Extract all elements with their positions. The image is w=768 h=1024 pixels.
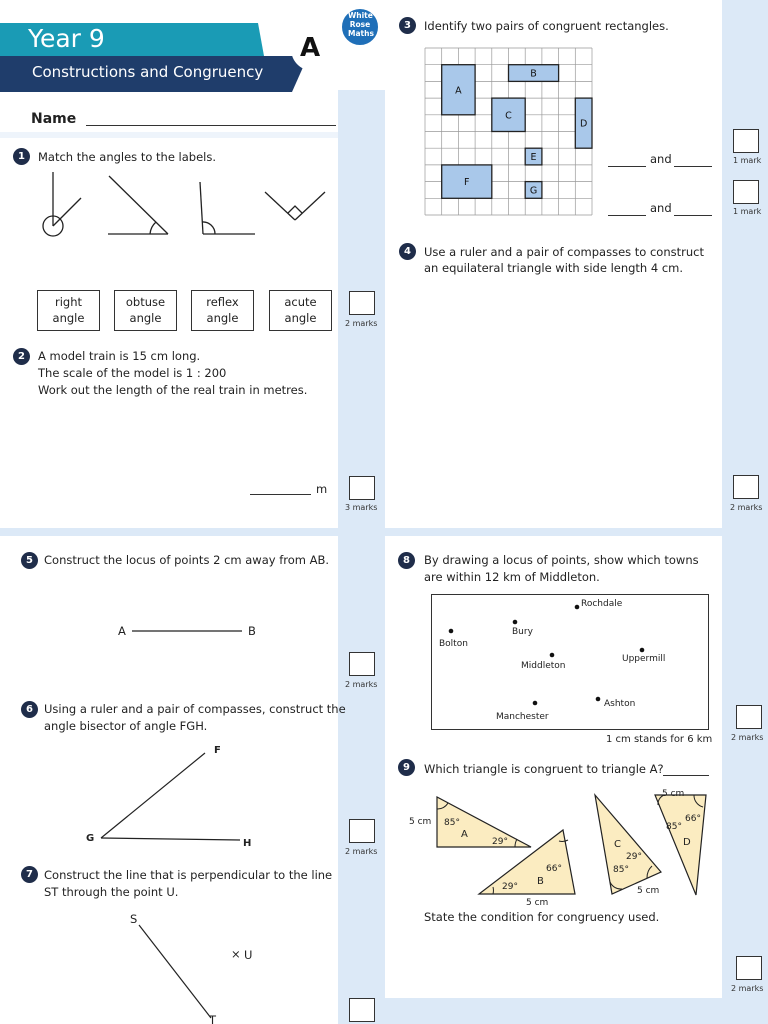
- q4-line-1: Use a ruler and a pair of compasses to construct: [424, 245, 704, 259]
- town-bolton: Bolton: [439, 639, 468, 649]
- label-box-reflex-angle[interactable]: reflex angle: [191, 290, 254, 331]
- rectangle-label-a: A: [455, 85, 462, 97]
- name-field[interactable]: [86, 125, 336, 126]
- q1-number: 1: [13, 148, 30, 165]
- right-margin-bar: [722, 0, 768, 1024]
- q7-point-u: U: [244, 948, 253, 962]
- q3-and-2: and: [650, 201, 672, 215]
- label-box-right-angle[interactable]: right angle: [37, 290, 100, 331]
- town-uppermill: Uppermill: [622, 654, 666, 664]
- q6-mark-box[interactable]: [349, 819, 375, 843]
- q3-number: 3: [399, 17, 416, 34]
- tri-label-a: A: [461, 829, 468, 840]
- q5-number: 5: [21, 552, 38, 569]
- q3-text: Identify two pairs of congruent rectangles.: [424, 19, 669, 33]
- mid-divider: [0, 528, 768, 536]
- q6-angle-fgh: [95, 745, 245, 845]
- q7-line-2: ST through the point U.: [44, 885, 179, 899]
- left-gap-band: [0, 132, 338, 138]
- q3-answer-2a[interactable]: [608, 215, 646, 216]
- q8-mark-box[interactable]: [736, 705, 762, 729]
- q4-line-2: an equilateral triangle with side length 4 cm.: [424, 261, 684, 275]
- q3-mark-box-2[interactable]: [733, 180, 759, 204]
- q6-point-h: H: [243, 838, 252, 849]
- q8-line-1: By drawing a locus of points, show which towns: [424, 553, 699, 567]
- q1-marks: 2 marks: [345, 319, 378, 328]
- rectangle-label-f: F: [464, 177, 470, 189]
- town-manchester: Manchester: [496, 712, 549, 722]
- q9-condition-text: State the condition for congruency used.: [424, 910, 660, 924]
- q9-triangles: [400, 785, 722, 910]
- q2-line-2: The scale of the model is 1 : 200: [38, 366, 227, 380]
- logo-line-2: Rose: [349, 20, 371, 29]
- q7-cross-u: ×: [231, 947, 241, 961]
- q8-scale: 1 cm stands for 6 km: [606, 734, 713, 745]
- q3-and-1: and: [650, 152, 672, 166]
- rectangle-label-d: D: [579, 118, 588, 130]
- q7-line-st: [135, 922, 215, 1022]
- q2-line-1: A model train is 15 cm long.: [38, 349, 201, 363]
- q3-marks-2: 1 mark: [733, 207, 762, 216]
- q5-point-b: B: [248, 624, 256, 638]
- logo-line-3: Maths: [348, 29, 374, 38]
- tri-d-angle-2: 66°: [685, 814, 701, 824]
- tri-a-side: 5 cm: [409, 817, 432, 827]
- q3-marks-1: 1 mark: [733, 156, 762, 165]
- q5-mark-box[interactable]: [349, 652, 375, 676]
- q7-point-s: S: [130, 912, 138, 926]
- tri-c-angle-1: 29°: [626, 852, 642, 862]
- tri-d-angle-1: 85°: [666, 822, 682, 832]
- q3-grid: [424, 47, 596, 217]
- q2-number: 2: [13, 348, 30, 365]
- q7-mark-box[interactable]: [349, 998, 375, 1022]
- tri-label-d: D: [683, 837, 691, 848]
- q2-marks: 3 marks: [345, 503, 378, 512]
- tri-c-side: 5 cm: [637, 886, 660, 896]
- q9-answer-line[interactable]: [663, 775, 709, 776]
- label-box-acute-angle[interactable]: acute angle: [269, 290, 332, 331]
- tri-b-angle-1: 66°: [546, 864, 562, 874]
- q4-mark-box[interactable]: [733, 475, 759, 499]
- topic-title: Constructions and Congruency: [32, 63, 264, 81]
- q9-number: 9: [398, 759, 415, 776]
- rectangle-label-c: C: [505, 110, 512, 122]
- q6-point-f: F: [214, 745, 221, 756]
- q8-town-dots: [431, 594, 709, 730]
- q7-line-1: Construct the line that is perpendicular to the line: [44, 868, 333, 882]
- q7-number: 7: [21, 866, 38, 883]
- q9-mark-box[interactable]: [736, 956, 762, 980]
- logo-line-1: White: [348, 11, 373, 20]
- version-letter: A: [300, 33, 321, 63]
- q3-mark-box-1[interactable]: [733, 129, 759, 153]
- tri-label-b: B: [537, 876, 544, 887]
- tri-b-angle-2: 29°: [502, 882, 518, 892]
- rectangle-label-e: E: [530, 152, 537, 164]
- q6-line-2: angle bisector of angle FGH.: [44, 719, 208, 733]
- q5-text: Construct the locus of points 2 cm away from AB.: [44, 553, 330, 567]
- q6-number: 6: [21, 701, 38, 718]
- q5-point-a: A: [118, 624, 126, 638]
- year-title: Year 9: [28, 24, 105, 53]
- q6-line-1: Using a ruler and a pair of compasses, construct the: [44, 702, 346, 716]
- rectangle-label-g: G: [529, 185, 538, 197]
- q1-angle-diagrams: [0, 160, 340, 250]
- q7-point-t: T: [209, 1013, 217, 1024]
- tri-a-angle-1: 85°: [444, 818, 460, 828]
- q1-mark-box[interactable]: [349, 291, 375, 315]
- q2-line-3: Work out the length of the real train in metres.: [38, 383, 308, 397]
- tri-b-side: 5 cm: [526, 898, 549, 908]
- q1-text: Match the angles to the labels.: [38, 150, 217, 164]
- q6-point-g: G: [86, 833, 95, 844]
- rectangle-label-b: B: [530, 68, 537, 80]
- q2-mark-box[interactable]: [349, 476, 375, 500]
- q8-marks: 2 marks: [731, 733, 764, 742]
- town-middleton: Middleton: [521, 661, 566, 671]
- q4-marks: 2 marks: [730, 503, 763, 512]
- q6-marks: 2 marks: [345, 847, 378, 856]
- town-bury: Bury: [512, 627, 533, 637]
- town-ashton: Ashton: [604, 699, 636, 709]
- q4-number: 4: [399, 243, 416, 260]
- q2-answer-line[interactable]: [250, 494, 311, 495]
- q5-marks: 2 marks: [345, 680, 378, 689]
- q9-marks: 2 marks: [731, 984, 764, 993]
- q3-answer-1a[interactable]: [608, 166, 646, 167]
- tri-a-angle-2: 29°: [492, 837, 508, 847]
- q8-line-2: are within 12 km of Middleton.: [424, 570, 600, 584]
- q3-answer-2b[interactable]: [674, 215, 712, 216]
- left-margin-bar: [338, 90, 385, 1024]
- q5-line-ab: [130, 624, 245, 638]
- label-box-obtuse-angle[interactable]: obtuse angle: [114, 290, 177, 331]
- town-rochdale: Rochdale: [581, 599, 623, 609]
- q2-unit: m: [316, 482, 328, 496]
- right-bottom-band: [385, 998, 722, 1024]
- q3-answer-1b[interactable]: [674, 166, 712, 167]
- tri-d-side: 5 cm: [662, 789, 685, 799]
- q8-number: 8: [398, 552, 415, 569]
- tri-c-angle-2: 85°: [613, 865, 629, 875]
- name-label: Name: [31, 111, 77, 127]
- tri-label-c: C: [614, 839, 621, 850]
- q9-text: Which triangle is congruent to triangle A?: [424, 762, 664, 776]
